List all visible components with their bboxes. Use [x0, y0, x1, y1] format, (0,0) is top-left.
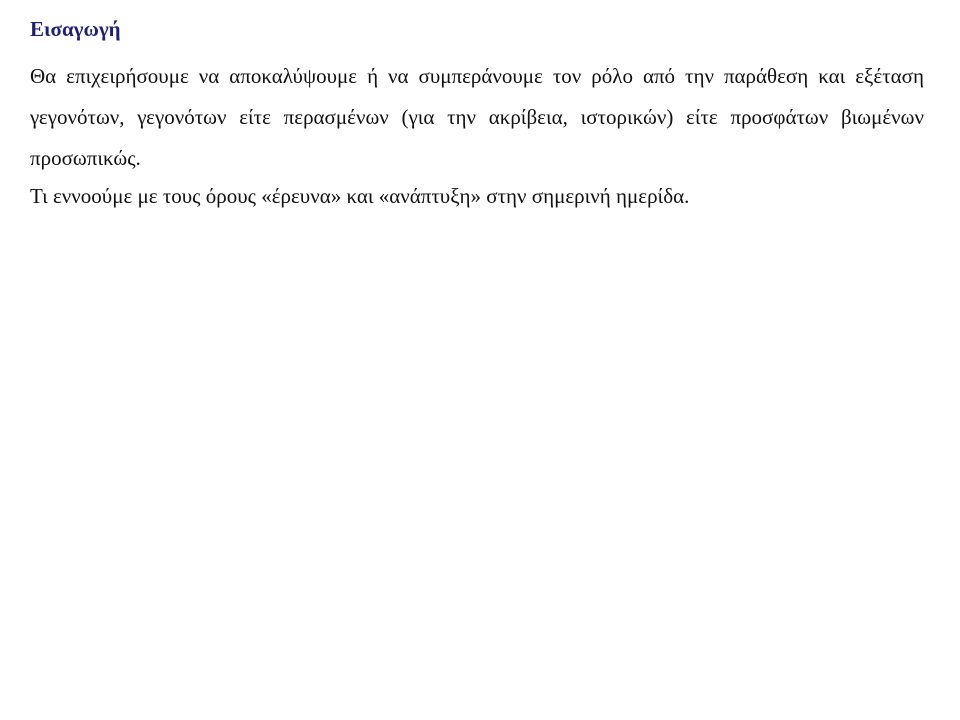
slide-body — [30, 56, 924, 211]
slide-heading: Εισαγωγή — [30, 17, 121, 41]
paragraph-intro: Θα επιχειρήσουμε να αποκαλύψουμε ή να συμπεράνουμε τον ρόλο από την παράθεση και εξέταση γεγονότων, γεγονότων είτε περασμένων (για την ακρίβεια, ιστορικών) είτε προσφάτων βιωμένων προσωπικώς. — [30, 64, 924, 170]
paragraph-terms: Τι εννοούμε με τους όρους «έρευνα» και «ανάπτυξη» στην σημερινή ημερίδα. — [30, 184, 690, 208]
